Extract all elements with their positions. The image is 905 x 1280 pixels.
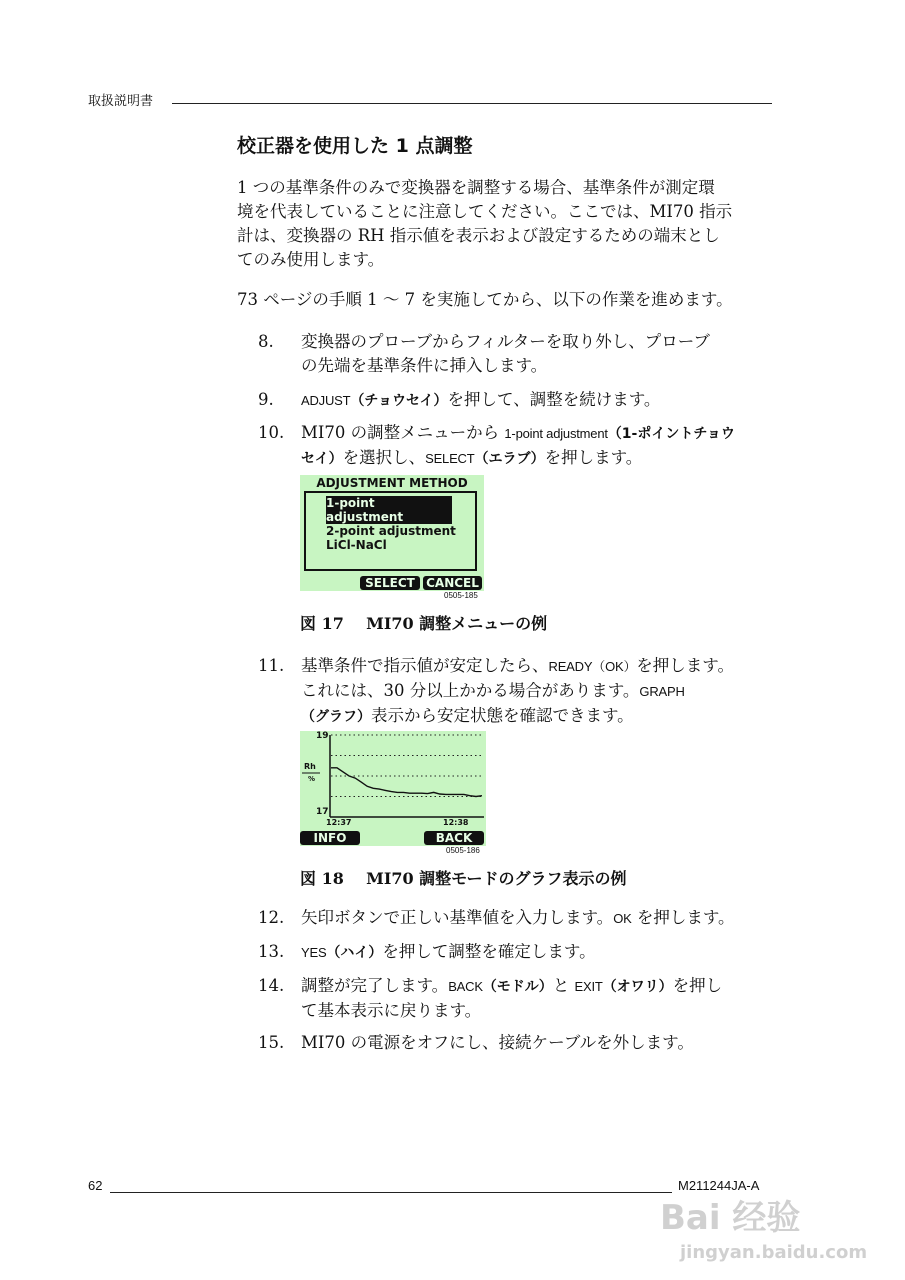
caption-number: 図 18: [300, 869, 344, 888]
step-text: [301, 906, 793, 931]
intro-line: 境を代表していることに注意してください。ここでは、MI70 指示: [237, 202, 733, 221]
key-label: （モドル）: [482, 979, 553, 995]
key-name: ADJUST: [301, 393, 351, 408]
step-text: [301, 679, 793, 704]
text: と: [552, 976, 575, 995]
key-label: （チョウセイ）: [350, 393, 448, 409]
text: MI70 の調整メニューから: [301, 423, 505, 442]
header-doc-label: 取扱説明書: [88, 94, 154, 109]
key-name: READY（OK）: [548, 659, 637, 674]
figure-17-caption: [300, 611, 547, 634]
text: を押し: [672, 976, 723, 995]
step-number: 15.: [258, 1033, 285, 1052]
rh-graph: [300, 731, 486, 846]
document-code: M211244JA-A: [678, 1178, 760, 1193]
x-end-label: 12:38: [443, 818, 469, 827]
menu-option: 1-point adjustment: [504, 426, 608, 441]
text: を選択し、: [342, 448, 426, 467]
menu-option-selected[interactable]: 1-point adjustment: [326, 496, 452, 524]
figure-18-caption: [300, 866, 627, 889]
key-label: （エラブ）: [474, 451, 545, 467]
step-text: [301, 704, 793, 729]
key-name: OK: [613, 911, 632, 926]
step-text: [301, 421, 793, 446]
select-button[interactable]: SELECT: [360, 576, 420, 590]
step-9: [258, 388, 793, 413]
step-text: [301, 974, 793, 999]
intro-line: 1 つの基準条件のみで変換器を調整する場合、基準条件が測定環: [237, 178, 715, 197]
step-number: 13.: [258, 942, 285, 961]
step-number: 9.: [258, 390, 274, 409]
text: を押します。: [631, 908, 735, 927]
x-start-label: 12:37: [326, 818, 352, 827]
page-number: 62: [88, 1178, 103, 1193]
step-text: の先端を基準条件に挿入します。: [301, 356, 548, 375]
step-15: [258, 1031, 793, 1055]
header-rule: [172, 103, 772, 104]
figure-id: 0505-185: [444, 591, 478, 600]
step-number: 14.: [258, 976, 285, 995]
step-14: [258, 974, 793, 1023]
rh-series-line: [331, 768, 482, 797]
key-name: EXIT: [574, 979, 603, 994]
text: 矢印ボタンで正しい基準値を入力します。: [301, 908, 614, 927]
footer-rule: [110, 1192, 672, 1193]
lcd-graph-display: [300, 731, 486, 846]
menu-option[interactable]: LiCl-NaCl: [326, 538, 387, 552]
screen-title: ADJUSTMENT METHOD: [316, 476, 468, 490]
y-axis-label: Rh: [304, 762, 316, 771]
key-label: （グラフ）: [301, 709, 371, 725]
text: を押します。: [544, 448, 643, 467]
step-text: て基本表示に戻ります。: [301, 1001, 482, 1020]
back-button[interactable]: BACK: [424, 831, 484, 845]
step-text: [301, 654, 793, 679]
prerequisite-text: 73 ページの手順 1 ～ 7 を実施してから、以下の作業を進めます。: [237, 290, 733, 309]
text: を押して、調整を続けます。: [447, 390, 661, 409]
key-name: GRAPH: [639, 684, 685, 699]
text: を押します。: [636, 656, 734, 675]
intro-paragraph: [237, 176, 782, 272]
key-label: （オワリ）: [602, 979, 673, 995]
step-11: [258, 654, 793, 729]
step-text: [301, 446, 793, 471]
watermark-url: jingyan.baidu.com: [680, 1242, 868, 1263]
key-label: （ハイ）: [326, 945, 383, 961]
key-name: BACK: [448, 979, 483, 994]
step-10: [258, 421, 793, 471]
step-12: [258, 906, 793, 931]
intro-line: てのみ使用します。: [237, 250, 385, 269]
y-axis-unit: %: [308, 775, 316, 783]
lcd-adjustment-menu: [300, 475, 484, 591]
text: 表示から安定状態を確認できます。: [371, 706, 634, 725]
menu-option[interactable]: 2-point adjustment: [326, 524, 456, 538]
figure-id: 0505-186: [446, 846, 480, 855]
info-button[interactable]: INFO: [300, 831, 360, 845]
caption-text: MI70 調整モードのグラフ表示の例: [366, 869, 627, 888]
key-name: SELECT: [425, 451, 475, 466]
watermark-logo: Bai 经验: [660, 1198, 801, 1238]
step-text: [301, 388, 793, 413]
text: これには、30 分以上かかる場合があります。: [301, 681, 640, 700]
key-label: セイ）: [301, 451, 343, 467]
key-name: YES: [301, 945, 327, 960]
step-number: 11.: [258, 656, 285, 675]
step-number: 10.: [258, 423, 285, 442]
key-label: （1-ポイントチョウ: [607, 426, 735, 442]
y-min-label: 17: [316, 807, 329, 817]
intro-line: 計は、変換器の RH 指示値を表示および設定するための端末とし: [237, 226, 720, 245]
cancel-button[interactable]: CANCEL: [423, 576, 482, 590]
text: 調整が完了します。: [301, 976, 449, 995]
text: を押して調整を確定します。: [382, 942, 596, 961]
caption-text: MI70 調整メニューの例: [366, 614, 548, 633]
step-text: 変換器のプローブからフィルターを取り外し、プローブ: [301, 332, 710, 351]
step-text: MI70 の電源をオフにし、接続ケーブルを外します。: [301, 1033, 694, 1052]
step-8: [258, 330, 793, 378]
text: 基準条件で指示値が安定したら、: [301, 656, 549, 675]
step-number: 8.: [258, 332, 274, 351]
step-text: [301, 940, 793, 965]
y-max-label: 19: [316, 731, 329, 741]
section-title: 校正器を使用した 1 点調整: [237, 135, 473, 157]
step-number: 12.: [258, 908, 285, 927]
step-13: [258, 940, 793, 965]
caption-number: 図 17: [300, 614, 344, 633]
